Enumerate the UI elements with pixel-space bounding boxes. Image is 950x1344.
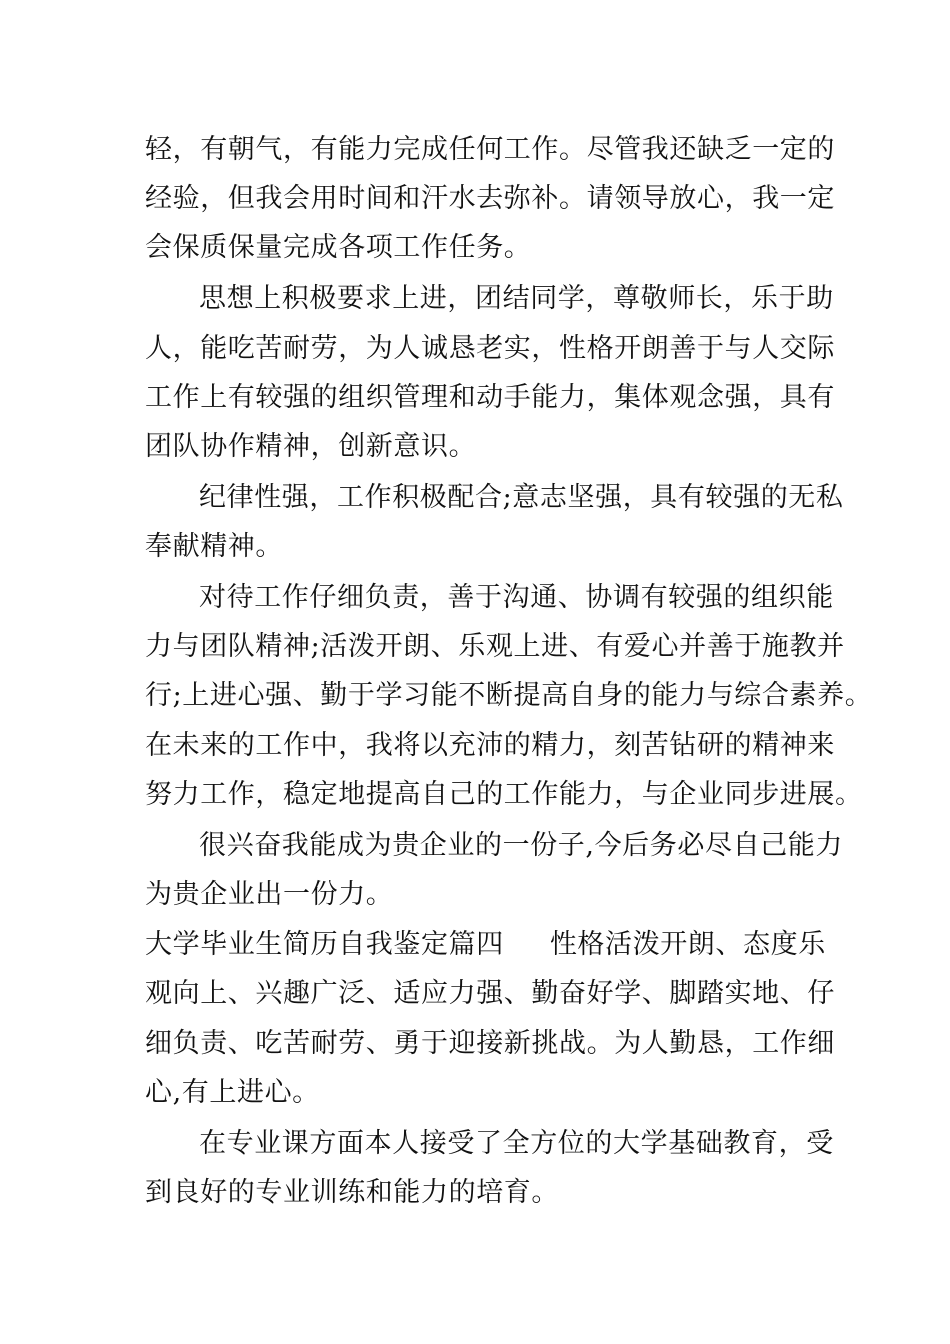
text-line: 细负责、吃苦耐劳、勇于迎接新挑战。为人勤恳，工作细 (145, 1028, 835, 1059)
paragraph-first-line: 对待工作仔细负责，善于沟通、协调有较强的组织能 (199, 582, 834, 613)
text-line: 努力工作，稳定地提高自己的工作能力，与企业同步进展。 (145, 779, 863, 810)
text-line: 在未来的工作中，我将以充沛的精力，刻苦钻研的精神来 (145, 730, 835, 761)
paragraph-first-line: 很兴奋我能成为贵企业的一份子,今后务必尽自己能力 (199, 830, 843, 861)
section-heading-line (145, 927, 826, 963)
text-line: 行;上进心强、勤于学习能不断提高自身的能力与综合素养。 (145, 680, 873, 711)
text-line: 轻，有朝气，有能力完成任何工作。尽管我还缺乏一定的 (145, 134, 835, 165)
paragraph-first-line: 纪律性强，工作积极配合;意志坚强，具有较强的无私 (199, 482, 844, 513)
section-heading: 大学毕业生简历自我鉴定篇四 (145, 929, 504, 960)
text-line: 心,有上进心。 (145, 1077, 320, 1108)
text-line: 经验，但我会用时间和汗水去弥补。请领导放心，我一定 (145, 183, 835, 214)
paragraph-first-line: 思想上积极要求上进，团结同学，尊敬师长，乐于助 (199, 283, 834, 314)
text-line: 奉献精神。 (145, 531, 283, 562)
text-line: 为贵企业出一份力。 (145, 879, 394, 910)
paragraph-first-line: 在专业课方面本人接受了全方位的大学基础教育，受 (199, 1128, 834, 1159)
text-line: 团队协作精神，创新意识。 (145, 431, 477, 462)
heading-continuation: 性格活泼开朗、态度乐 (549, 929, 826, 960)
text-line: 会保质保量完成各项工作任务。 (145, 232, 532, 263)
text-line: 人，能吃苦耐劳，为人诚恳老实，性格开朗善于与人交际 (145, 333, 835, 364)
text-line: 工作上有较强的组织管理和动手能力，集体观念强，具有 (145, 382, 835, 413)
text-line: 到良好的专业训练和能力的培育。 (145, 1177, 559, 1208)
text-line: 力与团队精神;活泼开朗、乐观上进、有爱心并善于施教并 (145, 631, 845, 662)
text-line: 观向上、兴趣广泛、适应力强、勤奋好学、脚踏实地、仔 (145, 978, 835, 1009)
